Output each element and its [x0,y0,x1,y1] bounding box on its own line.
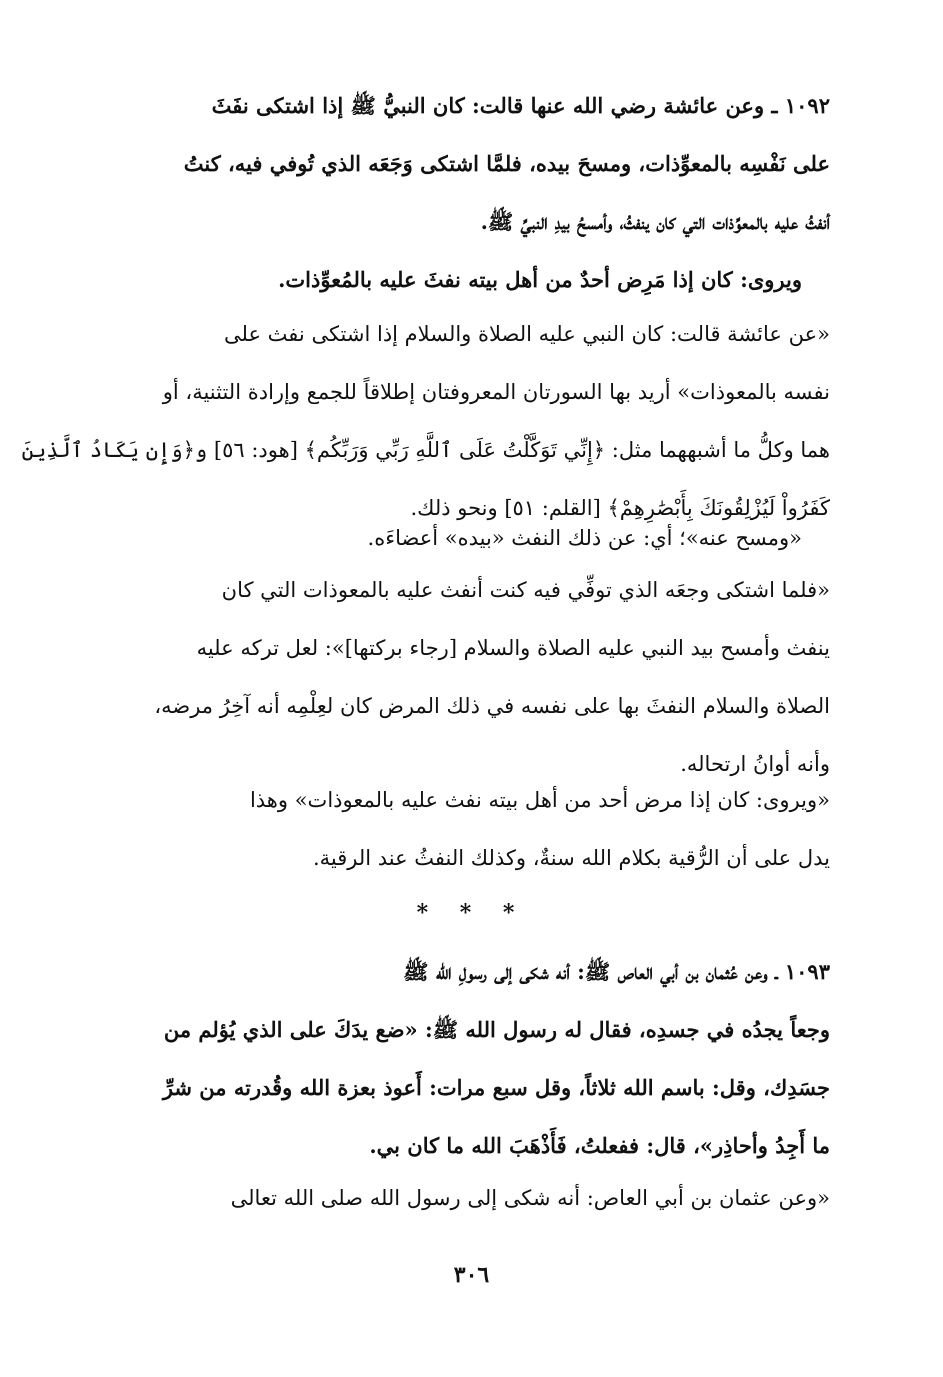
text-line: ويروى: كان إذا مَرِض أحدٌ من أهل بيته نفثَ عليه بالمُعوِّذات. [278,267,802,292]
commentary-1092-p3 [118,578,830,810]
section-separator: * * * [416,900,527,926]
text-line: أنفثُ عليه بالمعوِّذات التي كان ينفثُ، وأمسحُ بيدِ النبيِّ ﷺ. [480,209,830,234]
hadith-1092-text [118,94,830,326]
text-line: «وعن عثمان بن أبي العاص: أنه شكى إلى رسول الله صلى الله تعالى [230,1186,830,1210]
text-line: على نَفْسِه بالمعوِّذات، ومسحَ بيده، فلمَّا اشتكى وَجَعَه الذي تُوفي فيه، كنتُ [183,151,830,176]
text-line: «ومسح عنه»؛ أي: عن ذلك النفث «بيده» أعضاءَه. [367,526,802,550]
text-line: الصلاة والسلام النفثَ بها على نفسه في ذلك المرض كان لعِلْمِه أنه آخِرُ مرضه، [154,694,830,718]
text-line: يدل على أن الرُّقية بكلام الله سنةٌ، وكذلك النفثُ عند الرقية. [312,846,830,870]
commentary-1092-p4 [118,788,830,904]
text-line: «ويروى: كان إذا مرض أحد من أهل بيته نفث عليه بالمعوذات» وهذا [249,788,830,812]
text-line: جسَدِك، وقل: باسم الله ثلاثاً، وقل سبع مرات: أَعوذ بعزة الله وقُدرته من شرِّ [162,1075,830,1100]
hadith-1093-text [118,960,830,1192]
text-line: كَفَرُواْ لَيُزْلِقُونَكَ بِأَبْصَٰرِهِمْ﴾ [القلم: ٥١] ونحو ذلك. [410,496,830,520]
text-line: ١٠٩٢ ـ وعن عائشة رضي الله عنها قالت: كان النبيُّ ﷺ إذا اشتكى نفَثَ [211,93,830,118]
text-line: ١٠٩٣ ـ وعن عُثمان بن أبي العاص ﷺ: أنه شكى إلى رسولِ الله ﷺ [403,959,830,984]
text-line: نفسه بالمعوذات» أريد بها السورتان المعروفتان إطلاقاً للجمع وإرادة التثنية، أو [162,380,830,404]
text-line: «فلما اشتكى وجعَه الذي توفِّي فيه كنت أنفث عليه بالمعوذات التي كان [221,578,830,602]
text-line: وأنه أوانُ ارتحاله. [680,752,830,776]
text-line: هما وكلُّ ما أشبههما مثل: ﴿إِنِّي تَوَكَّلْتُ عَلَى ٱللَّهِ رَبِّي وَرَبِّكُم﴾ [هود: ٥٦] و﴿وَإِن يَكَادُ ٱلَّذِينَ [21,438,830,462]
commentary-1092-p1 [21,322,830,554]
commentary-1092-p2 [118,526,830,584]
text-line: ينفث وأمسح بيد النبي عليه الصلاة والسلام [رجاء بركتها]»: لعل تركه عليه [196,636,830,660]
commentary-1093 [118,1186,830,1244]
text-line: ما أَجِدُ وأحاذِر»، قال: ففعلتُ، فَأَذْهَبَ الله ما كان بي. [369,1133,830,1158]
page-number: ٣٠٦ [453,1262,490,1288]
text-line: وجعاً يجدُه في جسدِه، فقال له رسول الله ﷺ: «ضع يدَكَ على الذي يُؤلم من [163,1017,830,1042]
text-line: «عن عائشة قالت: كان النبي عليه الصلاة والسلام إذا اشتكى نفث على [224,322,830,346]
